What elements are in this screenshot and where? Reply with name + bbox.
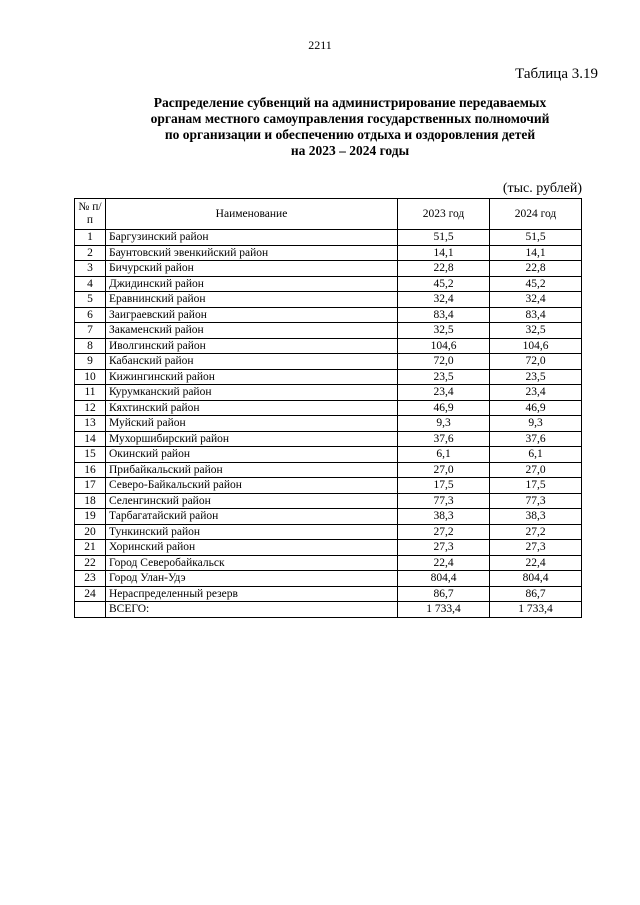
- row-number: 12: [75, 400, 106, 416]
- table-row: [75, 292, 582, 308]
- row-name: Кяхтинский район: [106, 400, 398, 416]
- value-2024: 6,1: [490, 447, 582, 463]
- table-row: [75, 369, 582, 385]
- row-number: 18: [75, 493, 106, 509]
- row-name: Северо-Байкальский район: [106, 478, 398, 494]
- value-2024: 27,0: [490, 462, 582, 478]
- table-row: [75, 586, 582, 602]
- title-line: органам местного самоуправления государственных полномочий: [150, 111, 550, 126]
- row-number: 10: [75, 369, 106, 385]
- row-number: 11: [75, 385, 106, 401]
- table-row: [75, 261, 582, 277]
- value-2024: 72,0: [490, 354, 582, 370]
- title-line: по организации и обеспечению отдыха и оздоровления детей: [164, 127, 536, 142]
- row-number: 9: [75, 354, 106, 370]
- row-number: 5: [75, 292, 106, 308]
- value-2024: 86,7: [490, 586, 582, 602]
- value-2024: 23,4: [490, 385, 582, 401]
- row-number: 21: [75, 540, 106, 556]
- value-2024: 1 733,4: [490, 602, 582, 618]
- value-2023: 14,1: [398, 245, 490, 261]
- table-row: [75, 400, 582, 416]
- row-number: 14: [75, 431, 106, 447]
- row-name: Баунтовский эвенкийский район: [106, 245, 398, 261]
- value-2024: 14,1: [490, 245, 582, 261]
- value-2023: 27,2: [398, 524, 490, 540]
- value-2024: 32,4: [490, 292, 582, 308]
- table-row: [75, 571, 582, 587]
- value-2024: 38,3: [490, 509, 582, 525]
- value-2023: 45,2: [398, 276, 490, 292]
- value-2024: 17,5: [490, 478, 582, 494]
- row-number: 7: [75, 323, 106, 339]
- value-2023: 22,8: [398, 261, 490, 277]
- table-row: [75, 230, 582, 246]
- row-number: 20: [75, 524, 106, 540]
- row-name: Бичурский район: [106, 261, 398, 277]
- row-name: Тункинский район: [106, 524, 398, 540]
- row-name: Город Улан-Удэ: [106, 571, 398, 587]
- value-2023: 86,7: [398, 586, 490, 602]
- table-row: [75, 323, 582, 339]
- table-row: [75, 540, 582, 556]
- value-2023: 9,3: [398, 416, 490, 432]
- value-2023: 22,4: [398, 555, 490, 571]
- row-number: 16: [75, 462, 106, 478]
- value-2024: 23,5: [490, 369, 582, 385]
- table-body: [75, 230, 582, 618]
- value-2024: 22,4: [490, 555, 582, 571]
- row-number: 19: [75, 509, 106, 525]
- value-2024: 32,5: [490, 323, 582, 339]
- title-line: Распределение субвенций на администрирование передаваемых: [153, 95, 547, 110]
- row-name: Иволгинский район: [106, 338, 398, 354]
- row-number: 24: [75, 586, 106, 602]
- row-number: 15: [75, 447, 106, 463]
- row-name: ВСЕГО:: [106, 602, 398, 618]
- table-row: [75, 509, 582, 525]
- value-2024: 804,4: [490, 571, 582, 587]
- row-number: 8: [75, 338, 106, 354]
- table-row: [75, 338, 582, 354]
- title-line: на 2023 – 2024 годы: [290, 143, 410, 158]
- value-2023: 23,5: [398, 369, 490, 385]
- value-2024: 37,6: [490, 431, 582, 447]
- value-2023: 37,6: [398, 431, 490, 447]
- value-2023: 46,9: [398, 400, 490, 416]
- row-name: Курумканский район: [106, 385, 398, 401]
- table-row: [75, 524, 582, 540]
- total-row: [75, 602, 582, 618]
- table-row: [75, 307, 582, 323]
- row-name: Закаменский район: [106, 323, 398, 339]
- row-name: Окинский район: [106, 447, 398, 463]
- value-2023: 83,4: [398, 307, 490, 323]
- table-row: [75, 462, 582, 478]
- table-row: [75, 276, 582, 292]
- table-label: Таблица 3.19: [515, 66, 598, 82]
- value-2023: 1 733,4: [398, 602, 490, 618]
- row-name: Муйский район: [106, 416, 398, 432]
- value-2023: 32,5: [398, 323, 490, 339]
- value-2024: 45,2: [490, 276, 582, 292]
- table-header-row: [75, 199, 582, 230]
- value-2024: 9,3: [490, 416, 582, 432]
- value-2024: 46,9: [490, 400, 582, 416]
- value-2023: 77,3: [398, 493, 490, 509]
- header-name: Наименование: [106, 199, 398, 230]
- row-name: Мухоршибирский район: [106, 431, 398, 447]
- row-name: Еравнинский район: [106, 292, 398, 308]
- value-2023: 104,6: [398, 338, 490, 354]
- row-number: [75, 602, 106, 618]
- table-row: [75, 416, 582, 432]
- value-2024: 77,3: [490, 493, 582, 509]
- row-name: Кижингинский район: [106, 369, 398, 385]
- value-2023: 17,5: [398, 478, 490, 494]
- row-number: 4: [75, 276, 106, 292]
- row-number: 6: [75, 307, 106, 323]
- header-2024: 2024 год: [490, 199, 582, 230]
- row-name: Селенгинский район: [106, 493, 398, 509]
- table-row: [75, 245, 582, 261]
- row-name: Джидинский район: [106, 276, 398, 292]
- value-2024: 104,6: [490, 338, 582, 354]
- units-label: (тыс. рублей): [502, 181, 582, 196]
- value-2023: 32,4: [398, 292, 490, 308]
- table-row: [75, 385, 582, 401]
- value-2024: 27,2: [490, 524, 582, 540]
- row-name: Город Северобайкальск: [106, 555, 398, 571]
- table-row: [75, 478, 582, 494]
- row-name: Нераспределенный резерв: [106, 586, 398, 602]
- row-name: Хоринский район: [106, 540, 398, 556]
- row-name: Кабанский район: [106, 354, 398, 370]
- table-row: [75, 354, 582, 370]
- row-number: 2: [75, 245, 106, 261]
- value-2023: 6,1: [398, 447, 490, 463]
- row-number: 22: [75, 555, 106, 571]
- value-2023: 72,0: [398, 354, 490, 370]
- row-number: 23: [75, 571, 106, 587]
- value-2023: 27,0: [398, 462, 490, 478]
- value-2024: 51,5: [490, 230, 582, 246]
- value-2023: 51,5: [398, 230, 490, 246]
- table-row: [75, 447, 582, 463]
- subventions-table: [74, 198, 582, 618]
- value-2023: 804,4: [398, 571, 490, 587]
- row-name: Тарбагатайский район: [106, 509, 398, 525]
- value-2024: 27,3: [490, 540, 582, 556]
- row-number: 3: [75, 261, 106, 277]
- row-number: 1: [75, 230, 106, 246]
- value-2023: 27,3: [398, 540, 490, 556]
- header-number: № п/п: [75, 199, 106, 230]
- row-number: 17: [75, 478, 106, 494]
- header-2023: 2023 год: [398, 199, 490, 230]
- row-number: 13: [75, 416, 106, 432]
- table-row: [75, 493, 582, 509]
- table-row: [75, 431, 582, 447]
- value-2023: 38,3: [398, 509, 490, 525]
- page-number: 2211: [308, 38, 332, 52]
- table-row: [75, 555, 582, 571]
- value-2023: 23,4: [398, 385, 490, 401]
- row-name: Баргузинский район: [106, 230, 398, 246]
- row-name: Прибайкальский район: [106, 462, 398, 478]
- row-name: Заиграевский район: [106, 307, 398, 323]
- document-title: [100, 95, 600, 159]
- value-2024: 83,4: [490, 307, 582, 323]
- value-2024: 22,8: [490, 261, 582, 277]
